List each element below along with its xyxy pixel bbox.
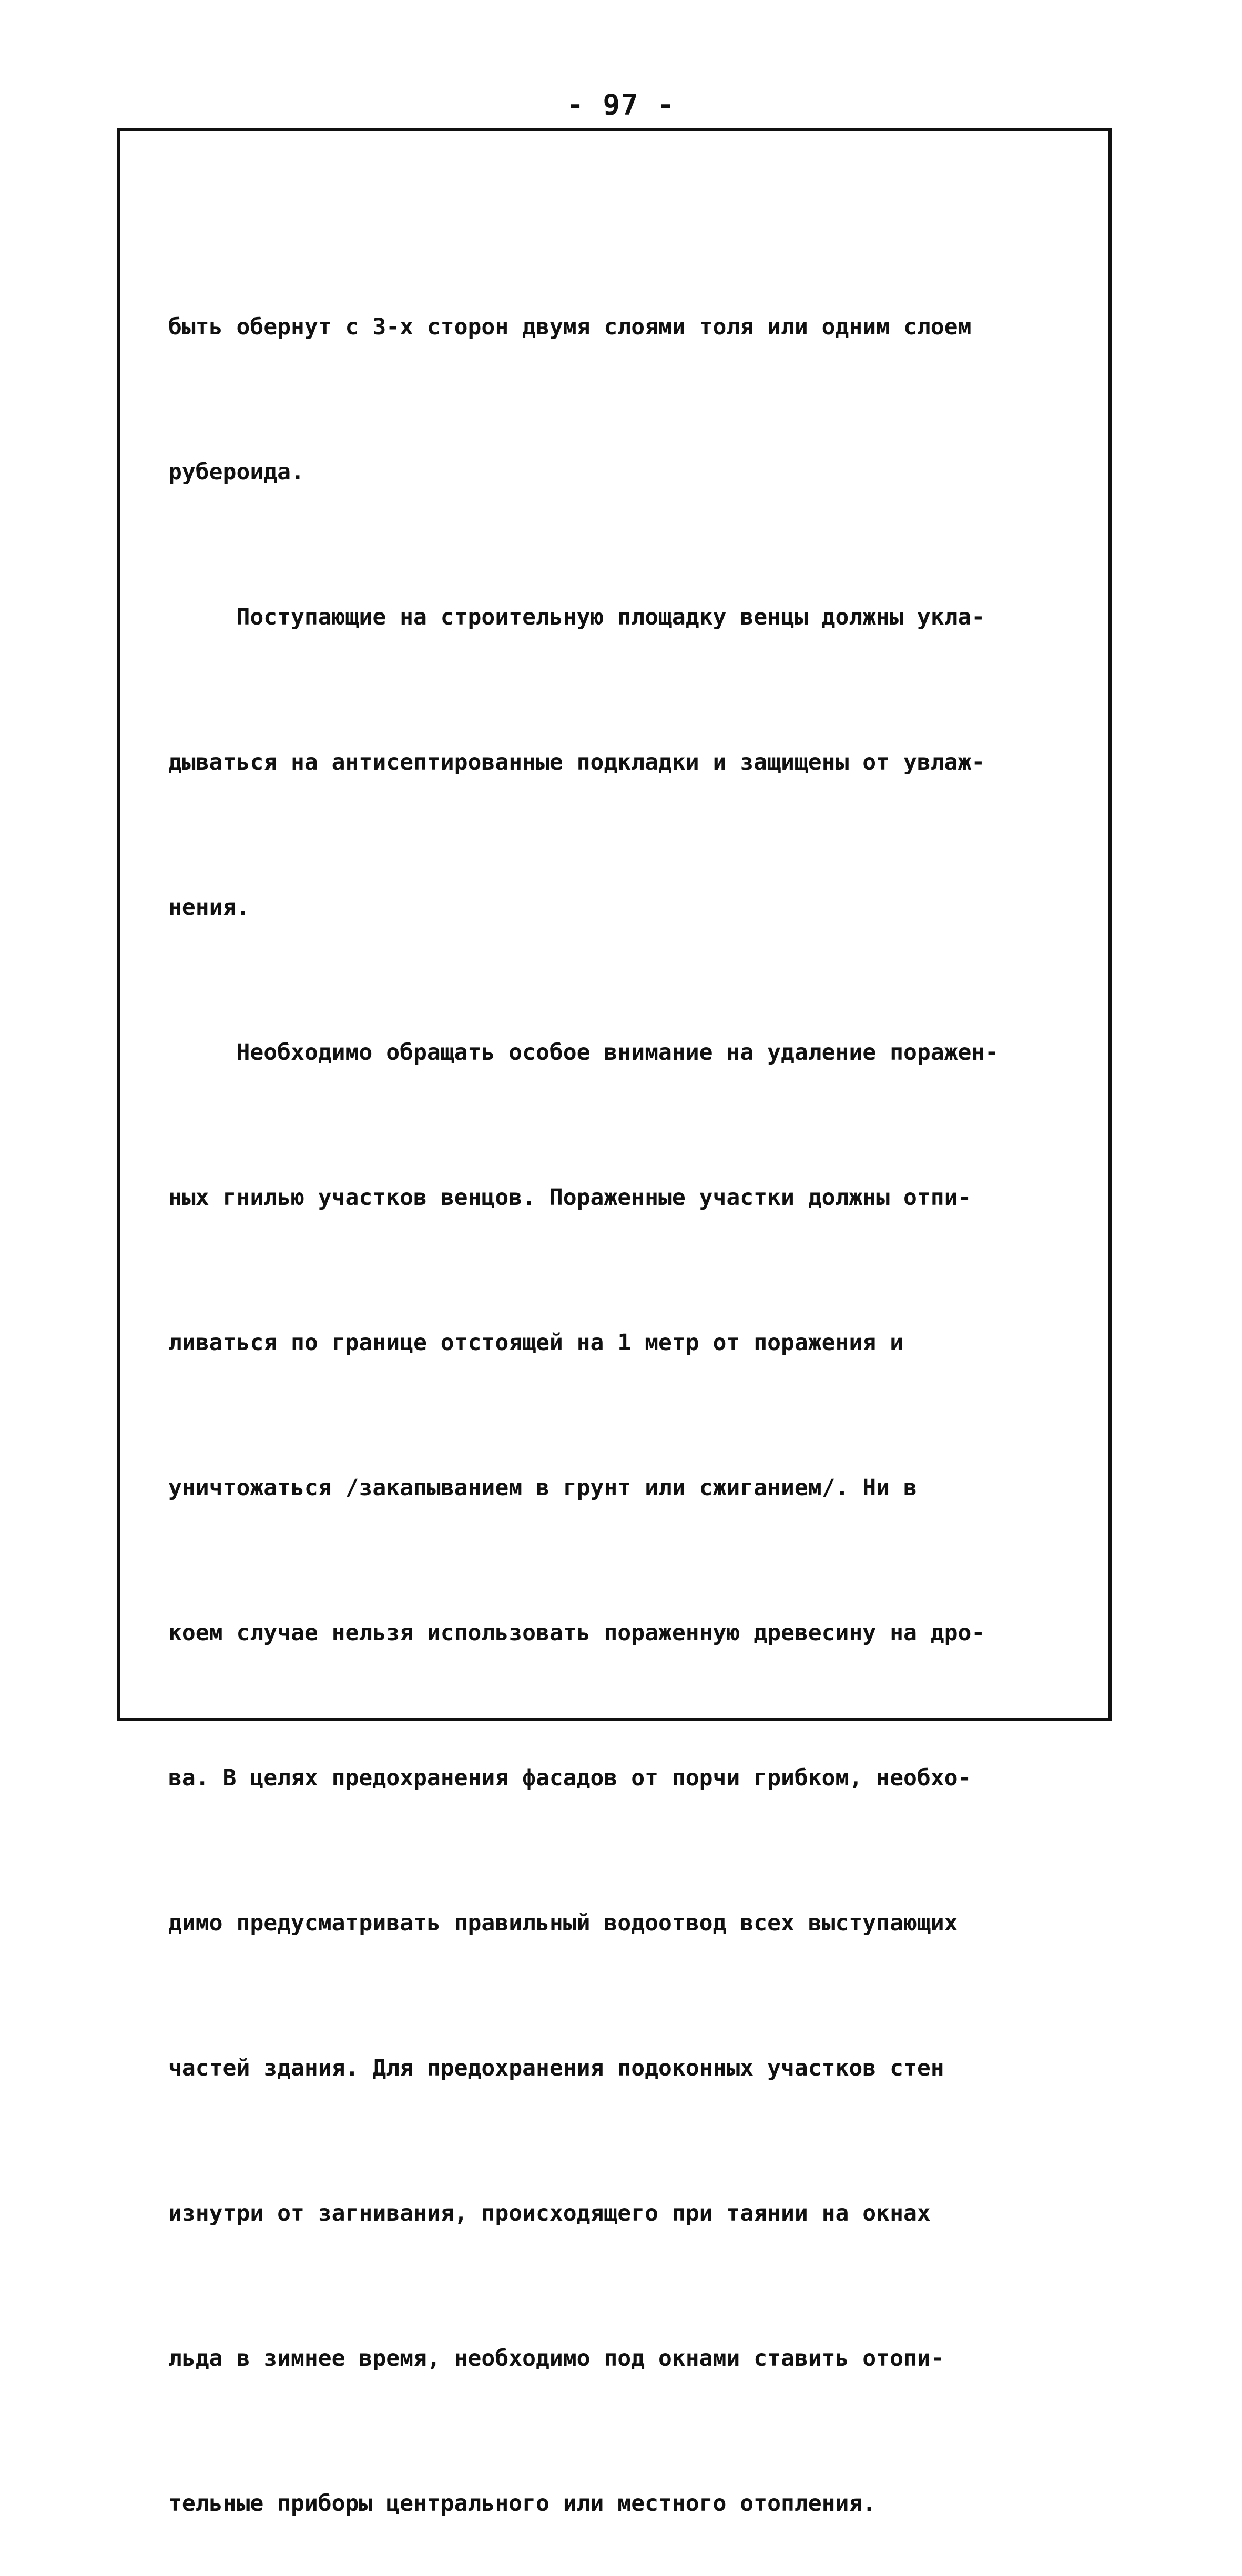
text-line-1: быть обернут с 3-х сторон двумя слоями толя или одним слоем: [168, 314, 972, 340]
text-line-8: ливаться по границе отстоящей на 1 метр от поражения и: [168, 1330, 903, 1356]
text-line-5: нения.: [168, 894, 250, 921]
text-line-13: частей здания. Для предохранения подоконных участков стен: [168, 2055, 944, 2081]
page-number: - 97 -: [566, 88, 676, 121]
text-line-15: льда в зимнее время, необходимо под окнами ставить отопи-: [168, 2345, 944, 2371]
text-line-6: Необходимо обращать особое внимание на удаление поражен-: [168, 1039, 999, 1066]
text-line-16: тельные приборы центрального или местного отопления.: [168, 2490, 877, 2517]
text-line-14: изнутри от загнивания, происходящего при таянии на окнах: [168, 2200, 931, 2226]
text-line-12: димо предусматривать правильный водоотвод всех выступающих: [168, 1910, 958, 1936]
text-line-4: дываться на антисептированные подкладки и защищены от увлаж-: [168, 749, 985, 775]
text-line-2: рубероида.: [168, 459, 304, 485]
text-line-9: уничтожаться /закапыванием в грунт или сжиганием/. Ни в: [168, 1475, 917, 1501]
text-line-7: ных гнилью участков венцов. Пораженные участки должны отпи-: [168, 1184, 972, 1211]
body-text: [168, 206, 1115, 2576]
text-line-10: коем случае нельзя использовать пораженную древесину на дро-: [168, 1620, 985, 1646]
text-line-11: ва. В целях предохранения фасадов от порчи грибком, необхо-: [168, 1765, 972, 1791]
text-line-3: Поступающие на строительную площадку венцы должны укла-: [168, 604, 985, 630]
